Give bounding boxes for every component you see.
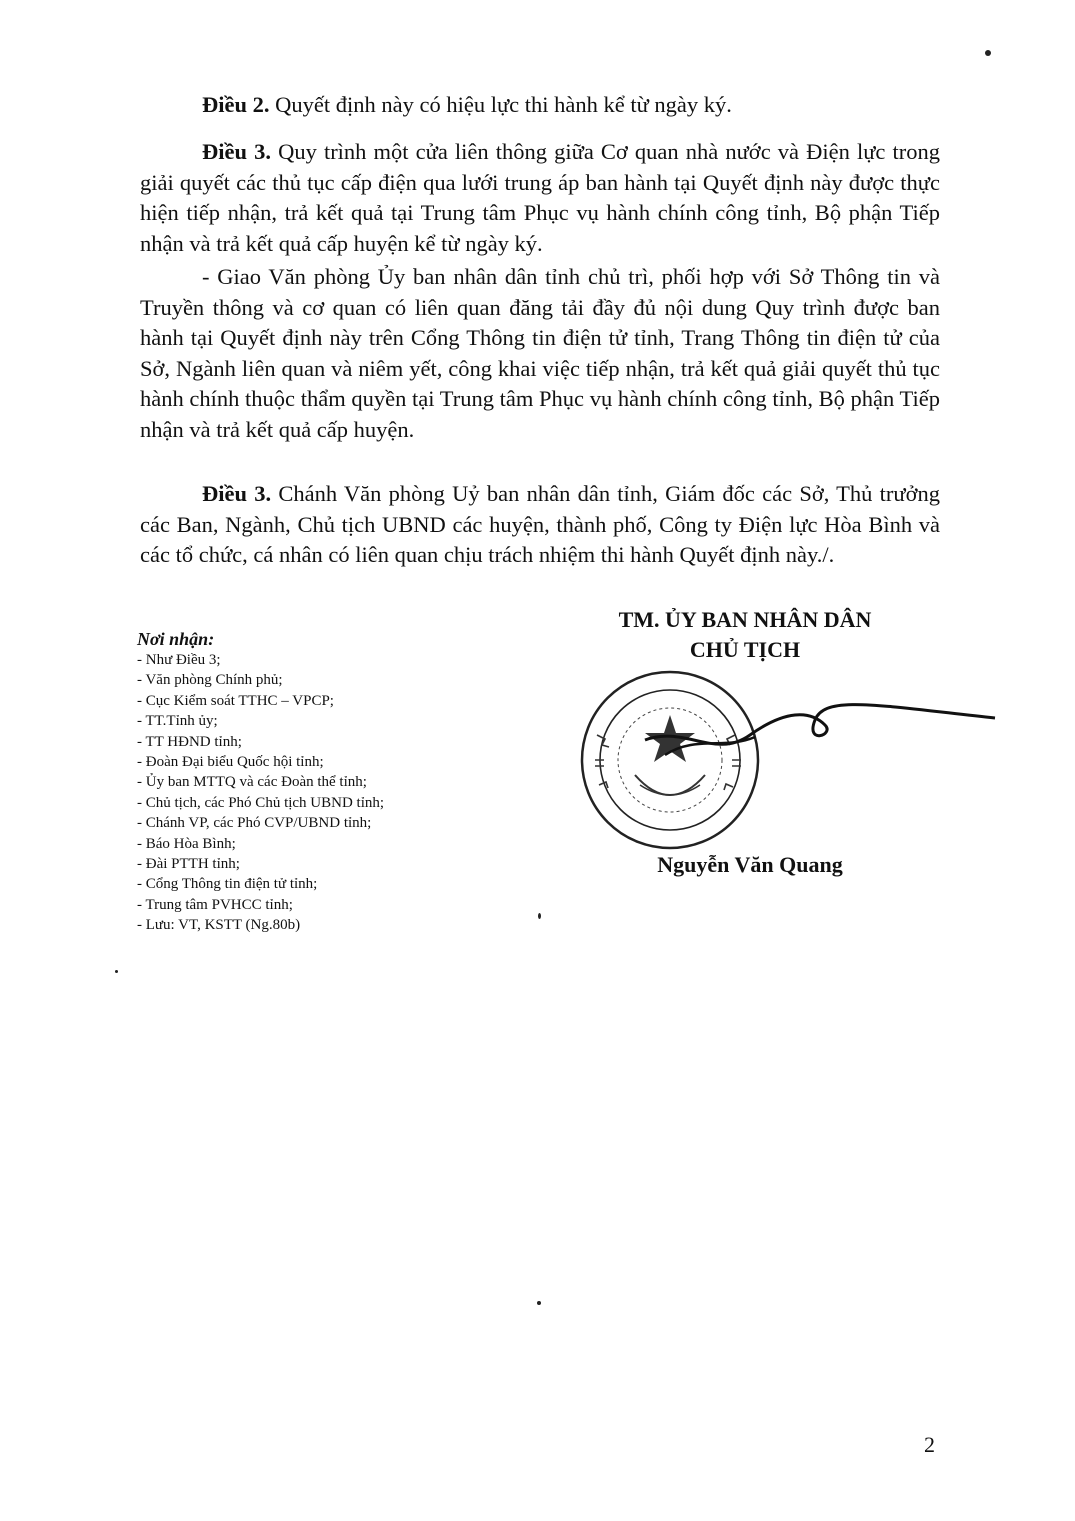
article-2-label: Điều 2. xyxy=(202,92,270,117)
recipient-item: - Cục Kiểm soát TTHC – VPCP; xyxy=(137,692,334,709)
article-3-execution-label: Điều 3. xyxy=(202,481,272,506)
recipient-item: - Đài PTTH tỉnh; xyxy=(137,856,240,873)
recipient-item: - Văn phòng Chính phủ; xyxy=(137,672,283,689)
article-3 xyxy=(140,137,940,259)
article-2-text: Quyết định này có hiệu lực thi hành kể từ ngày ký. xyxy=(269,92,732,117)
official-stamp-and-signature xyxy=(575,665,1005,865)
recipients-heading: Nơi nhận: xyxy=(137,629,215,649)
recipient-item: - Như Điều 3; xyxy=(137,652,221,668)
recipient-item: - Trung tâm PVHCC tỉnh; xyxy=(137,896,293,913)
recipient-item: - TT HĐND tỉnh; xyxy=(137,733,242,750)
scan-speck xyxy=(538,913,541,919)
scan-speck xyxy=(537,1301,541,1305)
recipient-item: - Cổng Thông tin điện tử tỉnh; xyxy=(137,876,318,893)
recipient-item: - Chủ tịch, các Phó Chủ tịch UBND tỉnh; xyxy=(137,794,385,811)
article-2 xyxy=(140,90,940,121)
signature-title: CHỦ TỊCH xyxy=(689,637,801,662)
recipient-item: - Báo Hòa Bình; xyxy=(137,835,236,852)
stamp-seal-icon xyxy=(575,665,1005,865)
signer-name: Nguyễn Văn Quang xyxy=(657,852,843,877)
scan-speck xyxy=(115,970,118,973)
recipient-item: - Lưu: VT, KSTT (Ng.80b) xyxy=(137,917,301,934)
signature-org: TM. ỦY BAN NHÂN DÂN xyxy=(618,607,872,632)
article-3-execution xyxy=(140,479,940,571)
recipient-item: - Chánh VP, các Phó CVP/UBND tỉnh; xyxy=(137,815,372,832)
signature-header xyxy=(560,605,930,665)
scan-speck xyxy=(985,50,991,56)
page-number: 2 xyxy=(924,1432,935,1457)
recipient-item: - Đoàn Đại biểu Quốc hội tỉnh; xyxy=(137,754,324,771)
recipients-block xyxy=(137,628,557,936)
recipients-list xyxy=(137,650,557,936)
recipient-item: - TT.Tỉnh ủy; xyxy=(137,713,218,730)
article-3-text: Quy trình một cửa liên thông giữa Cơ quan nhà nước và Điện lực trong giải quyết các thủ tục cấp điện qua lưới trung áp ban hành tại Quyết định này được thực hiện tiếp nhận, trả kết quả tại Trung tâm Phục vụ hành chính công tỉnh, Bộ phận Tiếp nhận và trả kết quả cấp huyện kể từ ngày ký. xyxy=(140,139,940,256)
article-3-label: Điều 3. xyxy=(202,139,271,164)
article-3-subitem: - Giao Văn phòng Ủy ban nhân dân tỉnh chủ trì, phối hợp với Sở Thông tin và Truyền thông và cơ quan có liên quan đăng tải đầy đủ nội dung Quy trình được ban hành tại Quyết định này trên Cổng Thông tin điện tử tỉnh, Trang Thông tin điện tử của Sở, Ngành liên quan và niêm yết, công khai việc tiếp nhận, trả kết quả giải quyết thủ tục hành chính thuộc thẩm quyền tại Trung tâm Phục vụ hành chính công tỉnh, Bộ phận Tiếp nhận và trả kết quả cấp huyện. xyxy=(140,264,940,442)
article-3-execution-text: Chánh Văn phòng Uỷ ban nhân dân tỉnh, Giám đốc các Sở, Thủ trưởng các Ban, Ngành, Chủ tịch UBND các huyện, thành phố, Công ty Điện lực Hòa Bình và các tổ chức, cá nhân có liên quan chịu trách nhiệm thi hành Quyết định này./. xyxy=(140,481,941,567)
recipient-item: - Ủy ban MTTQ và các Đoàn thể tỉnh; xyxy=(137,774,367,791)
